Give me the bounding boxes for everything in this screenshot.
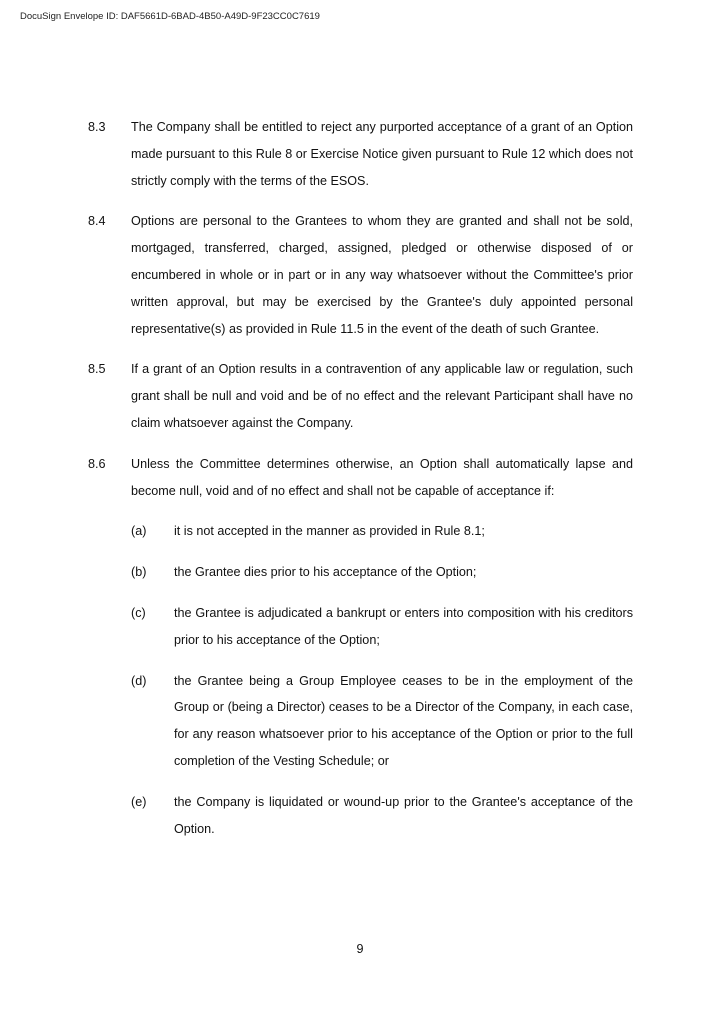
page-number: 9: [356, 942, 364, 956]
subitem-text: the Grantee being a Group Employee ceases to be in the employment of the Group or (being a Director) ceases to be a Director of the Company, in each case, for any reason whatsoever prior to his acceptance of the Option or prior to the full completion of the Vesting Schedule; or: [174, 673, 633, 768]
clause-number: 8.6: [88, 456, 106, 471]
subitem-label: (e): [131, 794, 147, 809]
clause-text: Unless the Committee determines otherwise, an Option shall automatically lapse and become null, void and of no effect and shall not be capable of acceptance if:: [131, 456, 633, 498]
subitem-b: [131, 559, 633, 586]
clause-text: Options are personal to the Grantees to whom they are granted and shall not be sold, mortgaged, transferred, charged, assigned, pledged or otherwise disposed of or encumbered in whole or in part or in any way whatsoever without the Committee's prior written approval, but may be exercised by the Grantee's duly appointed personal representative(s) as provided in Rule 11.5 in the event of the death of such Grantee.: [131, 214, 633, 336]
subitem-label: (b): [131, 565, 147, 580]
clause-8-6: [88, 451, 633, 505]
clause-number: 8.4: [88, 214, 106, 229]
subitem-e: [131, 789, 633, 843]
subitem-text: it is not accepted in the manner as provided in Rule 8.1;: [174, 524, 485, 539]
subitem-a: [131, 518, 633, 545]
subitem-label: (d): [131, 673, 147, 688]
clause-text: The Company shall be entitled to reject any purported acceptance of a grant of an Option made pursuant to this Rule 8 or Exercise Notice given pursuant to Rule 12 which does not strictly comply with the terms of the ESOS.: [131, 120, 633, 188]
subitem-text: the Grantee is adjudicated a bankrupt or enters into composition with his creditors prior to his acceptance of the Option;: [174, 605, 633, 647]
subitem-c: [131, 600, 633, 654]
clause-8-4: [88, 208, 633, 342]
clause-text: If a grant of an Option results in a contravention of any applicable law or regulation, such grant shall be null and void and be of no effect and the relevant Participant shall have no claim whatsoever against the Company.: [131, 362, 633, 430]
subitem-label: (c): [131, 605, 146, 620]
clause-number: 8.3: [88, 120, 106, 134]
clause-8-3: [88, 114, 633, 194]
subitem-text: the Company is liquidated or wound-up prior to the Grantee's acceptance of the Option.: [174, 794, 633, 836]
docusign-envelope-id: DocuSign Envelope ID: DAF5661D-6BAD-4B50-A49D-9F23CC0C7619: [20, 11, 320, 22]
document-body: [88, 114, 633, 856]
clause-8-6-subitems: [131, 518, 633, 842]
subitem-label: (a): [131, 524, 147, 539]
subitem-d: [131, 668, 633, 775]
subitem-text: the Grantee dies prior to his acceptance of the Option;: [174, 565, 477, 580]
clause-number: 8.5: [88, 362, 106, 377]
clause-8-5: [88, 356, 633, 436]
